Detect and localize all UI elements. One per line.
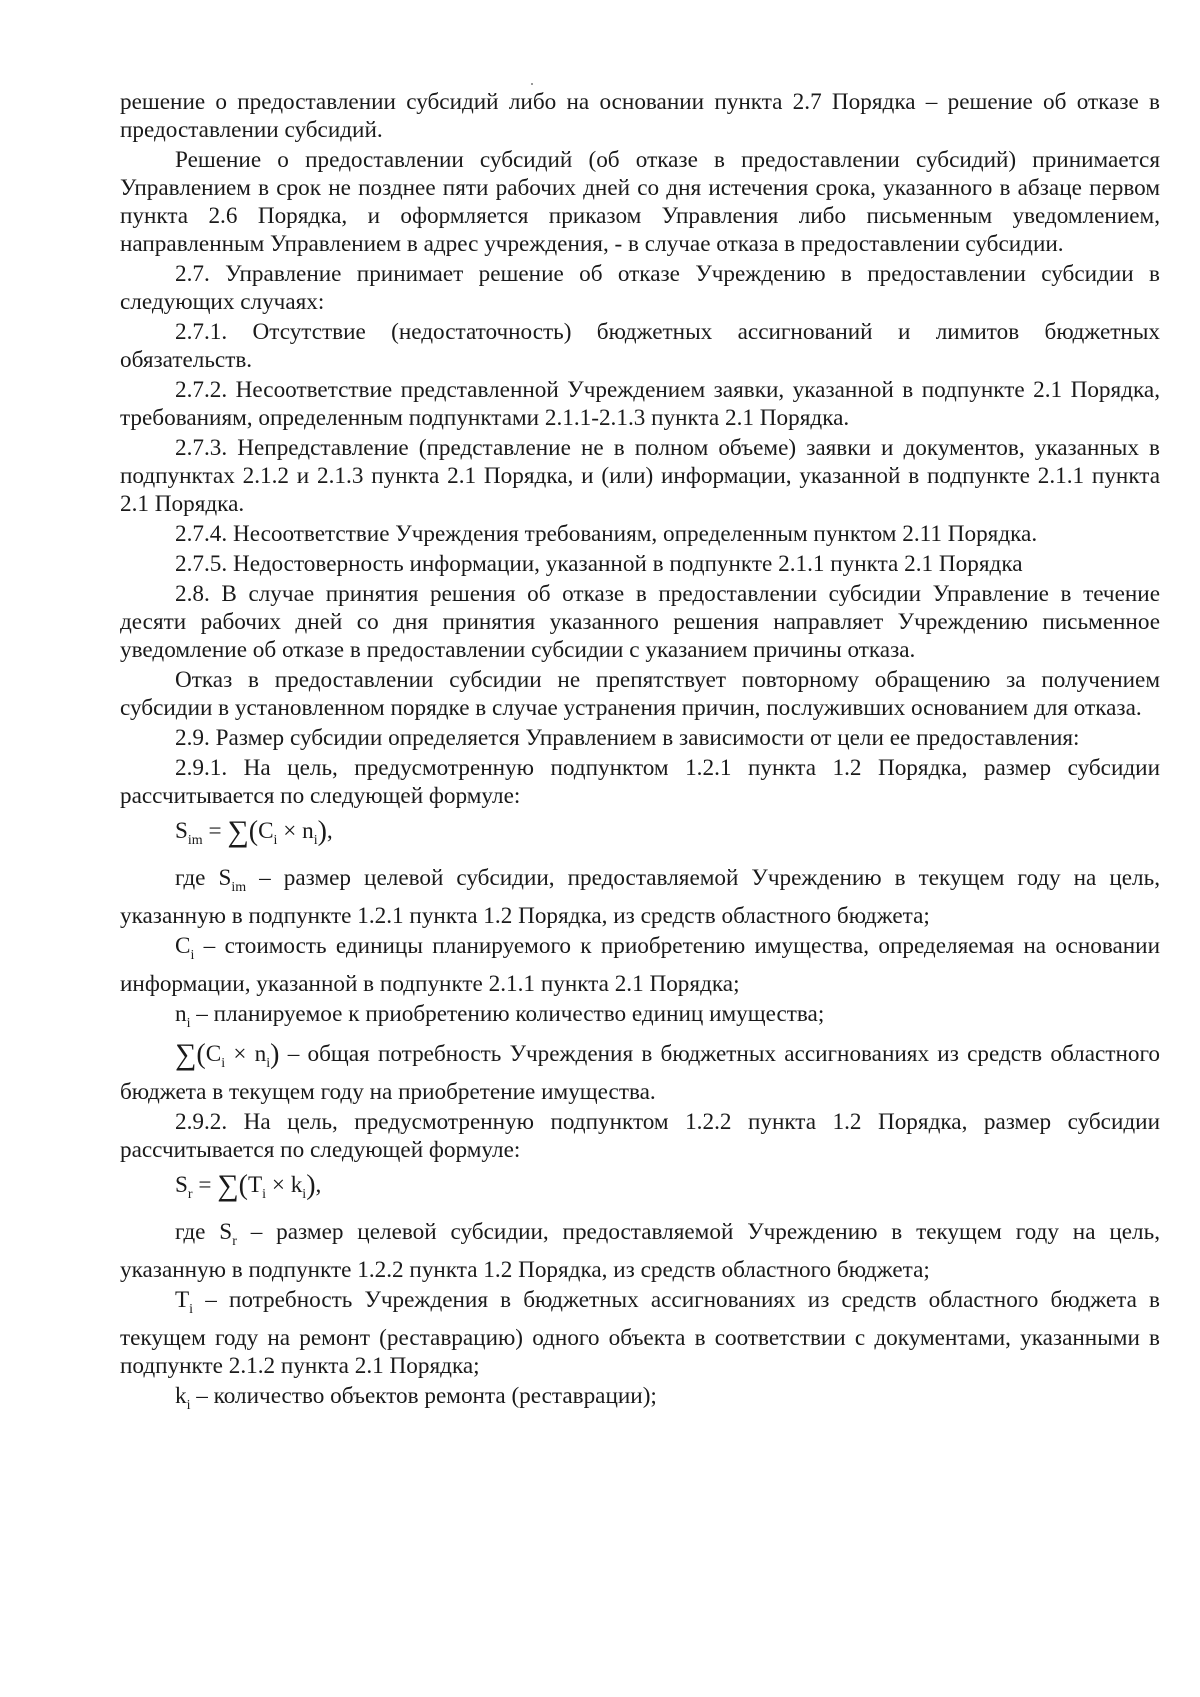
formula-equals: =	[202, 818, 228, 844]
definition-s-r	[120, 1218, 1160, 1284]
formula-close-paren: )	[270, 1039, 280, 1070]
definition-text: – стоимость единицы планируемого к приобретению имущества, определяемая на основании информации, указанной в подпункте 2.1.1 пункта 2.1 Порядка;	[120, 933, 1160, 997]
formula-var-a: C	[205, 1041, 222, 1067]
paragraph-2-7-1: 2.7.1. Отсутствие (недостаточность) бюджетных ассигнований и лимитов бюджетных обязательств.	[120, 319, 1160, 373]
definition-t-i	[120, 1286, 1160, 1380]
formula-var-b-subscript: i	[266, 1056, 271, 1071]
paragraph-2-7-5: 2.7.5. Недостоверность информации, указанной в подпункте 2.1.1 пункта 2.1 Порядка	[175, 551, 1023, 577]
formula-tail: ,	[315, 1172, 322, 1198]
paragraph-2-7-3: 2.7.3. Непредставление (представление не в полном объеме) заявки и документов, указанных в подпунктах 2.1.2 и 2.1.3 пункта 2.1 Порядка, и (или) информации, указанной в подпункте 2.1.1 пункта 2.1 Порядка.	[120, 435, 1160, 517]
paragraph-2-7-4: 2.7.4. Несоответствие Учреждения требованиям, определенным пунктом 2.11 Порядка.	[175, 521, 1038, 547]
paragraph-2-9: 2.9. Размер субсидии определяется Управлением в зависимости от цели ее предоставления:	[175, 725, 1080, 751]
paragraph-2-7: 2.7. Управление принимает решение об отказе Учреждению в предоставлении субсидии в следующих случаях:	[120, 261, 1160, 315]
definition-n-i	[120, 1000, 1160, 1038]
formula-var-a-subscript: i	[262, 1187, 267, 1202]
definition-text: – размер целевой субсидии, предоставляемой Учреждению в текущем году на цель, указанную в подпункте 1.2.2 пункта 1.2 Порядка, из средств областного бюджета;	[120, 1219, 1161, 1283]
definition-text: – планируемое к приобретению количество единиц имущества;	[190, 1001, 825, 1027]
definition-symbol: T	[175, 1287, 190, 1313]
formula-open-paren: (	[248, 816, 259, 847]
formula-close-paren: )	[306, 1170, 316, 1201]
paragraph-2-8: 2.8. В случае принятия решения об отказе в предоставлении субсидии Управление в течение десяти рабочих дней со дня принятия указанного решения направляет Учреждению письменное уведомление об отказе в предоставлении субсидии с указанием причины отказа.	[120, 581, 1160, 663]
paragraph: решение о предоставлении субсидий либо на основании пункта 2.7 Порядка – решение об отказе в предоставлении субсидий.	[120, 89, 1160, 143]
formula-var-a-subscript: i	[273, 833, 278, 848]
definition-symbol-subscript: i	[186, 1398, 191, 1413]
formula-times: ×	[277, 818, 303, 844]
paragraph-2-7-2: 2.7.2. Несоответствие представленной Учреждением заявки, указанной в подпункте 2.1 Порядка, требованиям, определенным подпунктами 2.1.1-2.1.3 пункта 2.1 Порядка.	[120, 377, 1160, 431]
definition-k-i	[120, 1382, 1160, 1420]
definition-s-im	[120, 864, 1160, 930]
definition-symbol-subscript: i	[186, 1016, 191, 1031]
document-page	[120, 88, 1160, 1422]
definition-symbol-subscript: im	[231, 880, 247, 895]
definition-symbol-subscript: r	[232, 1234, 237, 1249]
definition-symbol: C	[175, 933, 191, 959]
definition-text: – размер целевой субсидии, предоставляемой Учреждению в текущем году на цель, указанную в подпункте 1.2.1 пункта 1.2 Порядка, из средств областного бюджета;	[120, 865, 1161, 929]
formula-var-b: n	[302, 818, 314, 844]
formula-times: ×	[266, 1172, 291, 1198]
sum-symbol: ∑	[175, 1038, 197, 1071]
formula-var-a: C	[258, 818, 274, 844]
formula-close-paren: )	[317, 816, 327, 847]
definition-text: – потребность Учреждения в бюджетных ассигнованиях из средств областного бюджета в текущем году на ремонт (реставрацию) одного объекта в соответствии с документами, указанными в подпункте 2.1.2 пункта 2.1 Порядка;	[120, 1287, 1160, 1379]
paragraph-2-9-1: 2.9.1. На цель, предусмотренную подпунктом 1.2.1 пункта 1.2 Порядка, размер субсидии рассчитывается по следующей формуле:	[120, 755, 1160, 809]
formula-s-im	[120, 814, 1160, 858]
paragraph-2-9-2: 2.9.2. На цель, предусмотренную подпунктом 1.2.2 пункта 1.2 Порядка, размер субсидии рассчитывается по следующей формуле:	[120, 1109, 1160, 1163]
definition-text: – количество объектов ремонта (реставрации);	[190, 1383, 657, 1409]
definition-symbol-subscript: i	[190, 948, 195, 963]
formula-var-b: k	[290, 1172, 303, 1198]
paragraph: Решение о предоставлении субсидий (об отказе в предоставлении субсидий) принимается Управлением в срок не позднее пяти рабочих дней со дня истечения срока, указанного в абзаце первом пункта 2.6 Порядка, и оформляется приказом Управления либо письменным уведомлением, направленным Управлением в адрес учреждения, - в случае отказа в предоставлении субсидии.	[120, 147, 1160, 257]
formula-var-a-subscript: i	[221, 1056, 226, 1071]
formula-var-a: T	[247, 1172, 263, 1198]
sum-symbol: ∑	[227, 815, 249, 848]
formula-lhs: S	[175, 1172, 188, 1198]
definition-text: – общая потребность Учреждения в бюджетных ассигнованиях из средств областного бюджета в текущем году на приобретение имущества.	[120, 1041, 1160, 1105]
scan-speck	[531, 83, 533, 85]
formula-open-paren: (	[196, 1039, 206, 1070]
formula-var-b-subscript: i	[302, 1187, 307, 1202]
definition-symbol-subscript: i	[189, 1302, 194, 1317]
definition-c-i	[120, 932, 1160, 998]
formula-lhs-subscript: im	[187, 833, 203, 848]
formula-open-paren: (	[238, 1170, 248, 1201]
definition-symbol: k	[175, 1383, 187, 1409]
sum-symbol: ∑	[217, 1169, 239, 1202]
formula-equals: =	[192, 1172, 218, 1198]
formula-tail: ,	[326, 818, 333, 844]
formula-lhs: S	[175, 818, 188, 844]
inline-sum-formula	[175, 1038, 280, 1071]
formula-var-b: n	[254, 1041, 267, 1067]
definition-sum	[120, 1040, 1160, 1106]
definition-symbol: где S	[175, 865, 232, 891]
paragraph: Отказ в предоставлении субсидии не препятствует повторному обращению за получением субсидии в установленном порядке в случае устранения причин, послуживших основанием для отказа.	[120, 667, 1160, 721]
formula-lhs-subscript: r	[187, 1187, 193, 1202]
formula-var-b-subscript: i	[313, 833, 318, 848]
definition-symbol: n	[175, 1001, 187, 1027]
formula-s-r	[120, 1168, 1160, 1212]
formula-times: ×	[225, 1041, 255, 1067]
definition-symbol: где S	[175, 1219, 233, 1245]
